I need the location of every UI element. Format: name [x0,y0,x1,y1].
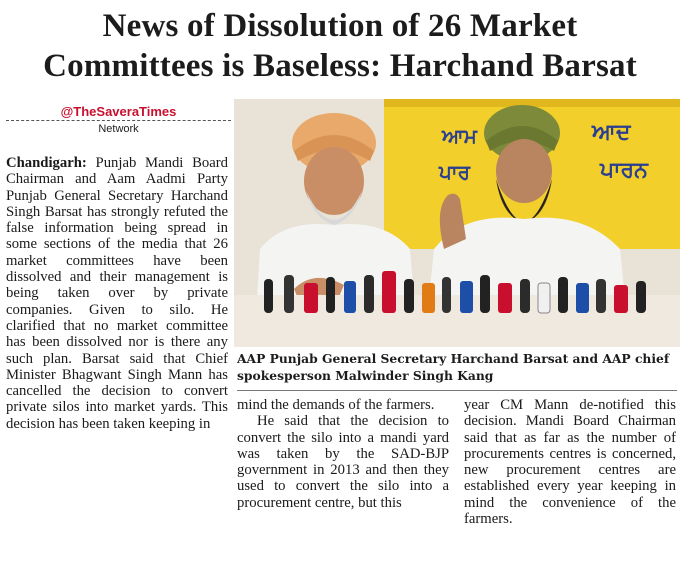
backdrop-text-4: ਪਾਰਨ [600,158,648,183]
press-conference-photo [234,99,680,347]
article-column-2 [237,397,449,511]
backdrop-text-3: ਆਦ [592,120,631,145]
photo-illustration [234,99,680,347]
column-2-paragraph-2: He said that the decision to convert the silo into a mandi yard was taken by the SAD-BJP government in 2013 and then they used to convert the silo into a procurement centre, but this [237,413,449,511]
photo-caption: AAP Punjab General Secretary Harchand Barsat and AAP chief spokesperson Malwinder Singh Kang [237,351,670,383]
article-column-1 [6,155,228,432]
byline-label: Network [98,123,139,135]
byline-divider [6,120,231,121]
headline [0,6,680,86]
headline-line-2: Committees is Baseless: Harchand Barsat [43,48,637,84]
table [234,295,680,347]
column-3-text: year CM Mann de-notified this decision. Mandi Board Chairman said that as far as the number of procurements centres is concerned, new procurement centres are established every year keeping in mind the convenience of the farmers. [464,397,676,528]
column-2-paragraph-1: mind the demands of the farmers. [237,397,435,413]
caption-divider [237,390,677,391]
backdrop-text-2: ਪਾਰ [439,160,471,184]
headline-line-1: News of Dissolution of 26 Market [102,8,578,44]
column-1-text: Punjab Mandi Board Chairman and Aam Aadmi Party Punjab General Secretary Harchand Singh Barsat has strongly refuted the false information being spread in some sections of the media that 26 market committees have been dissolved and their management is being taken over by private companies. Given to silo. He clarified that no market committee has been dissolved nor is there any such plan. Barsat said that Chief Minister Bhagwant Singh Mann has cancelled the decision to convert private silos into market yards. This decision has been taken keeping in [6,155,228,432]
backdrop-text-1: ਆਮ [442,124,477,148]
byline [6,104,231,135]
article-column-3 [464,397,676,527]
dateline: Chandigarh: [6,155,87,171]
source-handle: @TheSaveraTimes [60,104,177,119]
